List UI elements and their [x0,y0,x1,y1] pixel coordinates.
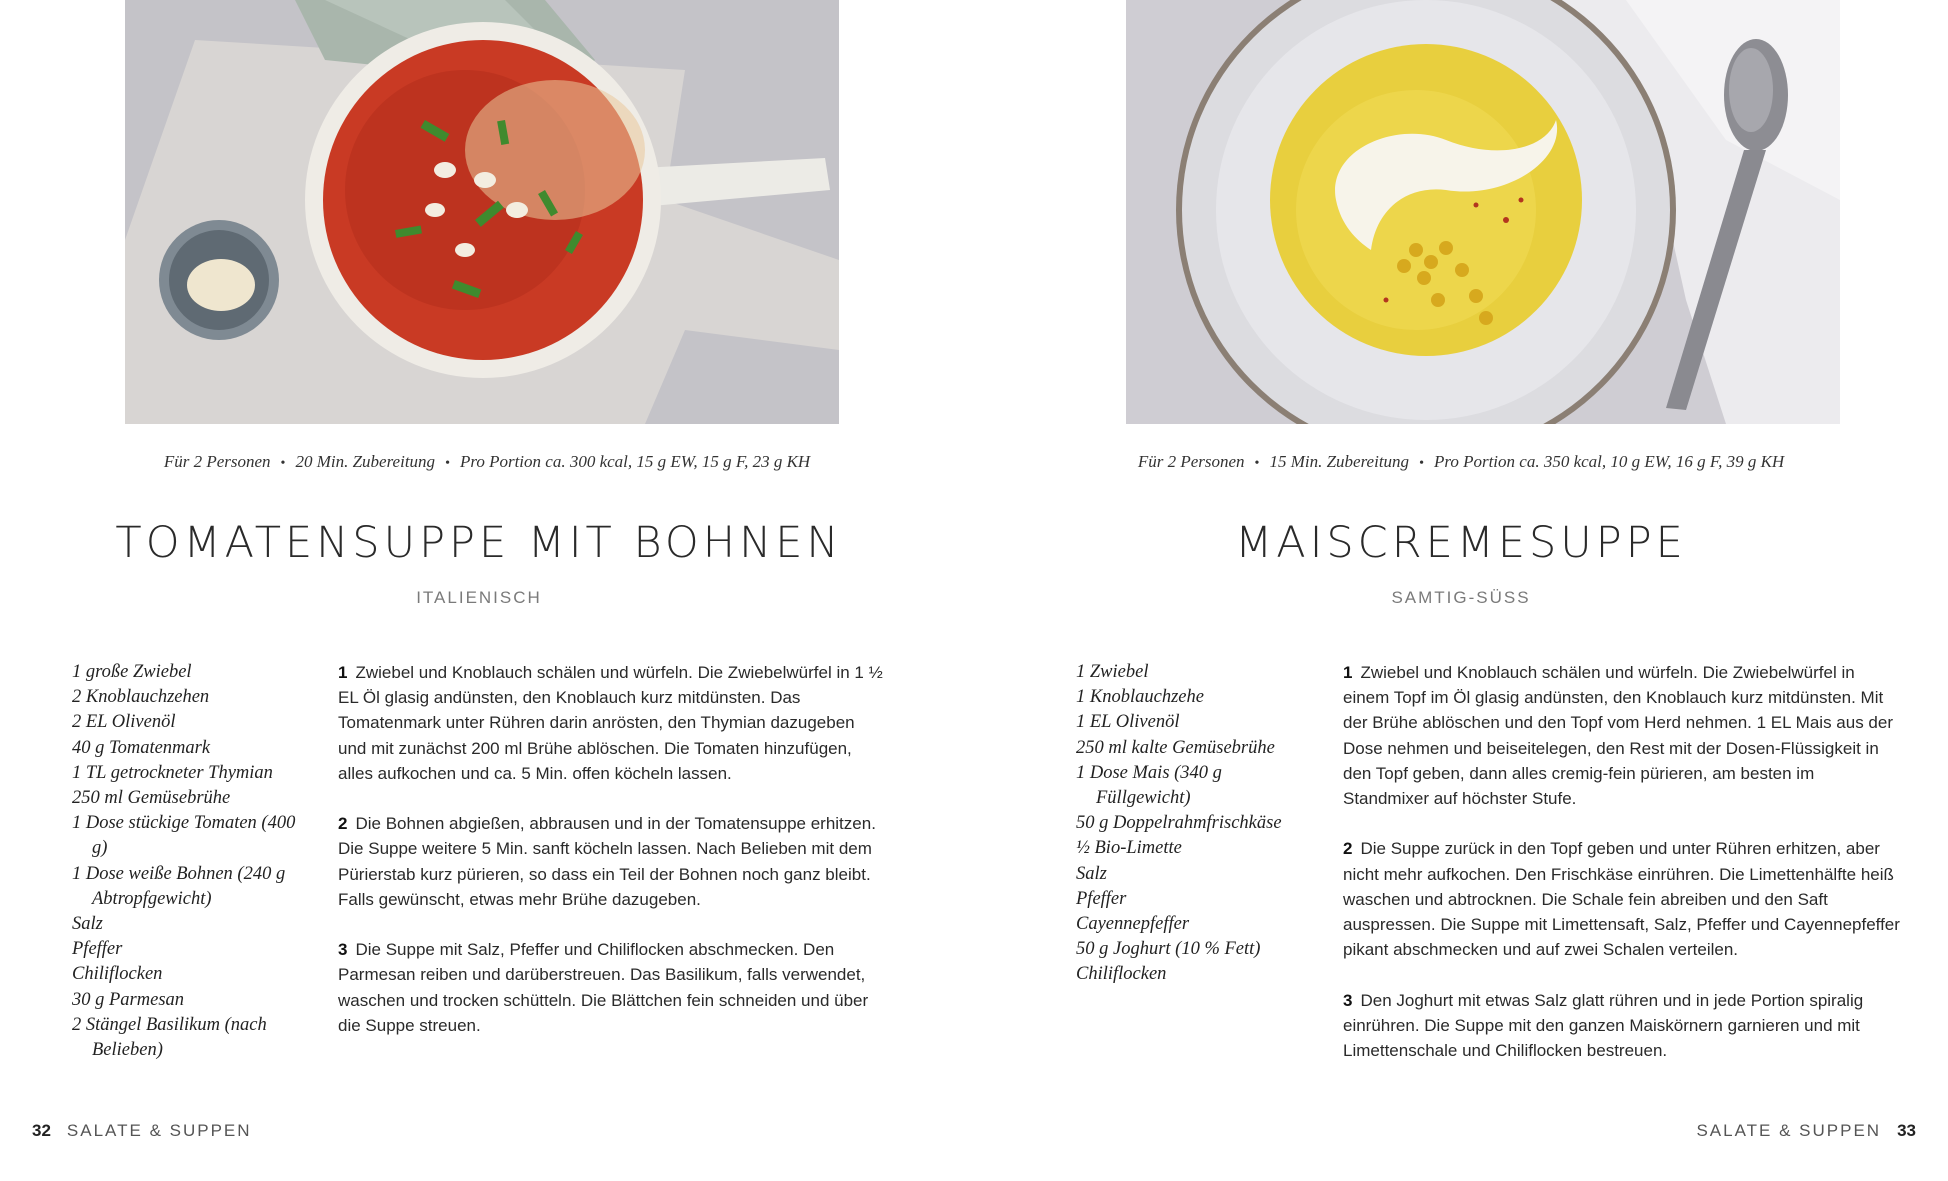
recipe-meta [974,452,1948,472]
servings: Für 2 Personen [1137,452,1245,471]
ingredient-list [1076,660,1316,988]
ingredient: Cayennepfeffer [1076,914,1190,935]
right-page [974,0,1948,1181]
recipe-subtitle: SAMTIG-SÜSS [1391,588,1531,607]
ingredient: 1 Dose stückige Tomaten (400 g) [72,813,296,859]
prep-time: 20 Min. Zubereitung [295,452,436,471]
step-text: Die Bohnen abgießen, abbrausen und in der Tomatensuppe erhitzen. Die Suppe weitere 5 Min. sanft köcheln lassen. Nach Belieben mit dem Pürierstab kurz pürieren, so dass ein Teil der Bohnen noch ganz bleibt. Falls gewünscht, etwas mehr Brühe dazugeben. [338,814,876,909]
ingredient: 2 EL Olivenöl [72,712,176,733]
nutrition: Pro Portion ca. 350 kcal, 10 g EW, 16 g F, 39 g KH [1433,452,1785,471]
step-number: 3 [1343,990,1353,1010]
ingredient: 1 Knoblauchzehe [1076,687,1204,708]
separator-dot: • [445,456,450,471]
step [338,660,883,786]
section-name: SALATE & SUPPEN [66,1121,252,1140]
step [1343,660,1903,811]
separator-dot: • [280,456,286,471]
ingredient: 1 große Zwiebel [72,662,192,682]
prep-time: 15 Min. Zubereitung [1269,452,1410,471]
separator-dot: • [1419,456,1424,471]
ingredient: Pfeffer [72,939,123,960]
separator-dot: • [1254,456,1260,471]
ingredient: Chiliflocken [72,964,163,985]
ingredient: 1 Zwiebel [1076,662,1149,682]
servings: Für 2 Personen [163,452,271,471]
ingredient-list [72,660,312,1063]
step [338,937,883,1038]
step-text: Die Suppe mit Salz, Pfeffer und Chiliflocken abschmecken. Den Parmesan reiben und darüberstreuen. Das Basilikum, falls verwendet, waschen und trocken schütteln. Die Blättchen fein schneiden und über die Suppe streuen. [338,940,869,1035]
step-text: Zwiebel und Knoblauch schälen und würfeln. Die Zwiebelwürfel in einem Topf im Öl glasig andünsten, den Knoblauch kurz mitdünsten. Mit der Brühe ablöschen und den Topf vom Herd nehmen. 1 EL Mais aus der Dose nehmen und beiseitelegen, den Rest mit der Dosen-Flüssigkeit in den Topf geben, dann alles cremig-fein pürieren, am besten im Standmixer auf höchster Stufe. [1343,663,1894,809]
recipe-subtitle: ITALIENISCH [416,588,542,607]
corn-soup-photo [1126,0,1840,424]
page-footer [32,1121,252,1141]
ingredient: 1 TL getrockneter Thymian [72,762,273,783]
ingredient: 1 EL Olivenöl [1076,712,1180,733]
step-number: 2 [338,814,348,834]
page-number: 33 [1897,1121,1916,1140]
step-text: Zwiebel und Knoblauch schälen und würfeln. Die Zwiebelwürfel in 1 ½ EL Öl glasig andünsten, den Knoblauch kurz mitdünsten. Das Tomatenmark unter Rühren darin anrösten, den Thymian dazugeben und mit zunächst 200 ml Brühe ablöschen. Die Tomaten hinzufügen, alles aufkochen und ca. 5 Min. offen köcheln lassen. [338,663,883,783]
step-number: 3 [338,940,348,960]
step [1343,836,1903,962]
ingredient: Pfeffer [1076,888,1127,909]
ingredient: Salz [72,914,103,935]
page-number: 32 [32,1121,51,1140]
page-footer [1696,1121,1916,1141]
recipe-title: MAISCREMESUPPE [1235,518,1687,568]
corn-soup-image [1126,0,1840,424]
ingredient: Salz [1076,863,1107,884]
ingredient: 250 ml Gemüsebrühe [72,788,231,809]
section-name: SALATE & SUPPEN [1696,1121,1882,1140]
ingredient: 2 Stängel Basilikum (nach Belieben) [72,1014,267,1061]
step-number: 1 [338,663,348,682]
step-number: 2 [1343,839,1353,859]
step-text: Den Joghurt mit etwas Salz glatt rühren und in jede Portion spiralig einrühren. Die Suppe mit den ganzen Maiskörnern garnieren und mit Limettenschale und Chiliflocken bestreuen. [1343,990,1864,1061]
ingredient: 1 Dose weiße Bohnen (240 g Abtropfgewicht) [72,863,286,909]
instruction-steps [338,660,883,1063]
ingredient: 40 g Tomatenmark [72,737,211,758]
nutrition: Pro Portion ca. 300 kcal, 15 g EW, 15 g F, 23 g KH [459,452,811,471]
tomato-soup-photo [125,0,839,424]
step-text: Die Suppe zurück in den Topf geben und unter Rühren erhitzen, aber nicht mehr aufkochen. Den Frischkäse einrühren. Die Limettenhälfte heiß waschen und abtrocknen. Die Schale fein abreiben und den Saft auspressen. Die Suppe mit Limettensaft, Salz, Pfeffer und Cayennepfeffer pikant abschmecken und auf zwei Schalen verteilen. [1343,839,1900,960]
ingredient: 50 g Doppelrahmfrischkäse [1076,813,1282,834]
step [338,811,883,912]
ingredient: Chiliflocken [1076,964,1167,985]
tomato-soup-image [125,0,839,424]
step-number: 1 [1343,663,1353,682]
recipe-title: TOMATENSUPPE MIT BOHNEN [115,518,843,568]
step [1343,988,1903,1064]
ingredient: 30 g Parmesan [72,989,185,1010]
ingredient: 250 ml kalte Gemüsebrühe [1076,737,1275,758]
ingredient: 1 Dose Mais (340 g Füllgewicht) [1076,762,1222,809]
ingredient: ½ Bio-Limette [1076,838,1182,859]
ingredient: 2 Knoblauchzehen [72,687,210,708]
ingredient: 50 g Joghurt (10 % Fett) [1076,939,1261,960]
recipe-meta [0,452,974,472]
instruction-steps [1343,660,1903,1088]
